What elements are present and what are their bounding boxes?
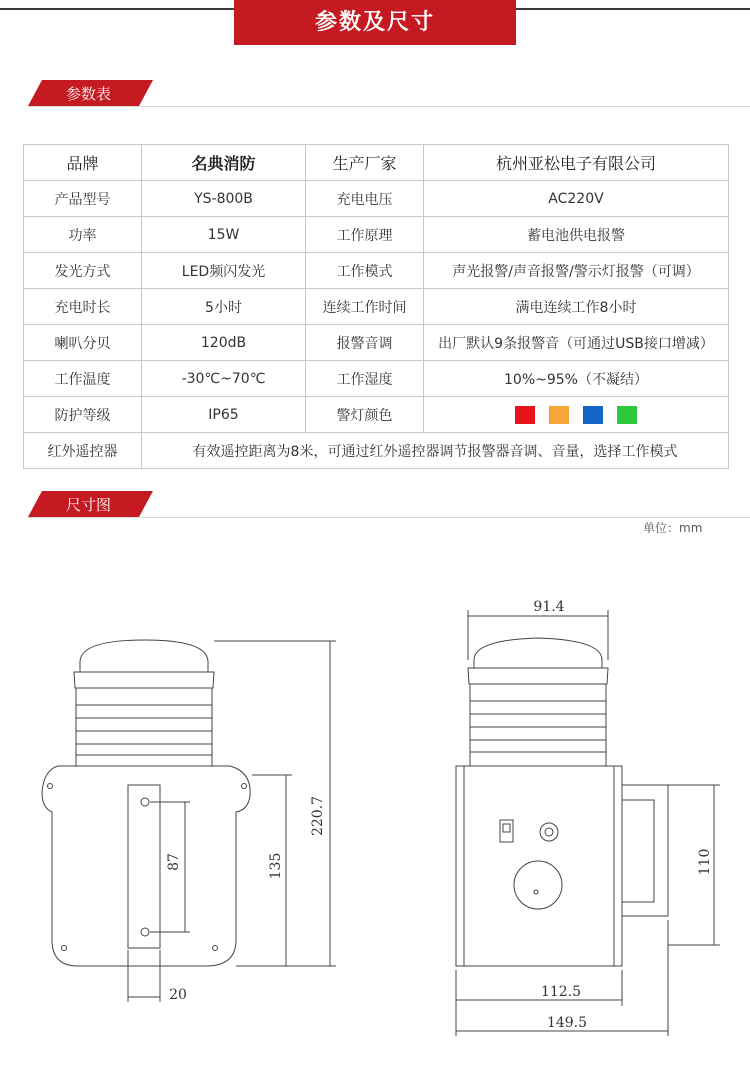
table-cell: 警灯颜色 xyxy=(306,397,424,433)
page-title: 参数及尺寸 xyxy=(234,0,516,45)
table-cell: IP65 xyxy=(142,397,306,433)
table-cell: 防护等级 xyxy=(24,397,142,433)
lamp-lens xyxy=(76,688,212,766)
speaker-knob xyxy=(514,861,562,909)
table-cell: 杭州亚松电子有限公司 xyxy=(424,145,729,181)
table-cell: 报警音调 xyxy=(306,325,424,361)
table-cell: 生产厂家 xyxy=(306,145,424,181)
unit-label: 单位：mm xyxy=(643,521,703,535)
table-cell: 品牌 xyxy=(24,145,142,181)
table-cell: 满电连续工作8小时 xyxy=(424,289,729,325)
mount-bracket xyxy=(128,785,160,948)
dim-bracket-offset: 20 xyxy=(169,987,187,1003)
dim-hole-spacing: 87 xyxy=(166,853,182,871)
table-cell: 充电电压 xyxy=(306,181,424,217)
table-cell: 出厂默认9条报警音（可通过USB接口增减） xyxy=(424,325,729,361)
section-title-params: 参数表 xyxy=(66,85,112,103)
dim-lamp-width: 91.4 xyxy=(533,599,565,615)
table-cell: 产品型号 xyxy=(24,181,142,217)
lamp-dome xyxy=(474,638,602,668)
table-cell: 15W xyxy=(142,217,306,253)
dim-total-height: 220.7 xyxy=(310,795,326,837)
table-cell: 工作模式 xyxy=(306,253,424,289)
dim-total-depth: 149.5 xyxy=(546,1015,588,1031)
table-cell: YS-800B xyxy=(142,181,306,217)
dim-body-depth: 112.5 xyxy=(540,984,582,1000)
table-cell: 蓄电池供电报警 xyxy=(424,217,729,253)
table-cell: 红外遥控器 xyxy=(24,433,142,469)
table-cell: 有效遥控距离为8米，可通过红外遥控器调节报警器音调、音量，选择工作模式 xyxy=(142,433,729,469)
housing-body xyxy=(456,766,622,966)
table-cell: 名典消防 xyxy=(142,145,306,181)
table-cell: 连续工作时间 xyxy=(306,289,424,325)
power-switch xyxy=(500,820,513,842)
dim-side-height: 110 xyxy=(697,848,713,876)
table-cell: LED频闪发光 xyxy=(142,253,306,289)
side-view xyxy=(456,610,720,1036)
table-cell: 声光报警/声音报警/警示灯报警（可调） xyxy=(424,253,729,289)
front-view xyxy=(42,640,336,1002)
table-cell: 120dB xyxy=(142,325,306,361)
lamp-ring xyxy=(74,672,214,688)
lamp-lens xyxy=(470,684,606,766)
table-cell: AC220V xyxy=(424,181,729,217)
table-cell: 发光方式 xyxy=(24,253,142,289)
lamp-ring xyxy=(468,668,608,684)
table-cell: 工作温度 xyxy=(24,361,142,397)
table-cell: 工作湿度 xyxy=(306,361,424,397)
table-cell: -30℃~70℃ xyxy=(142,361,306,397)
mount-hole xyxy=(141,798,149,806)
lamp-dome xyxy=(80,640,208,672)
table-cell: 功率 xyxy=(24,217,142,253)
table-cell: 充电时长 xyxy=(24,289,142,325)
usb-port xyxy=(540,823,558,841)
side-bracket xyxy=(622,785,668,916)
section-title-dims: 尺寸图 xyxy=(66,496,112,514)
table-cell: 喇叭分贝 xyxy=(24,325,142,361)
table-cell: 5小时 xyxy=(142,289,306,325)
table-cell: 10%~95%（不凝结） xyxy=(424,361,729,397)
dim-body-height: 135 xyxy=(268,852,284,880)
table-cell: 工作原理 xyxy=(306,217,424,253)
mount-hole xyxy=(141,928,149,936)
